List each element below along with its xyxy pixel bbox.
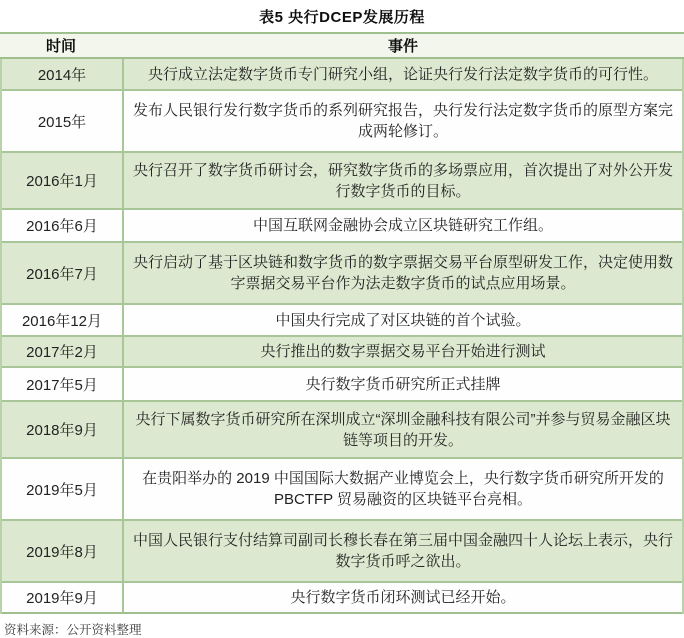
event-cell: 在贵阳举办的 2019 中国国际大数据产业博览会上，央行数字货币研究所开发的 PBCTFP 贸易融资的区块链平台亮相。 bbox=[142, 470, 664, 508]
time-cell: 2017年2月 bbox=[2, 337, 124, 366]
table-row bbox=[2, 368, 682, 402]
time-cell: 2016年6月 bbox=[2, 210, 124, 241]
table-row bbox=[2, 305, 682, 337]
table-row bbox=[2, 210, 682, 243]
source-note: 资料来源：公开资料整理 bbox=[4, 623, 142, 637]
table-row bbox=[2, 243, 682, 305]
table-header-row bbox=[0, 34, 684, 59]
time-cell: 2018年9月 bbox=[2, 402, 124, 457]
event-cell: 央行下属数字货币研究所在深圳成立“深圳金融科技有限公司”并参与贸易金融区块链等项目的开发。 bbox=[135, 410, 671, 449]
event-cell: 央行召开了数字货币研讨会，研究数字货币的多场票应用，首次提出了对外公开发行数字货币的目标。 bbox=[133, 161, 674, 200]
event-cell: 央行推出的数字票据交易平台开始进行测试 bbox=[260, 343, 546, 360]
table-row bbox=[2, 153, 682, 210]
time-cell: 2017年5月 bbox=[2, 368, 124, 400]
table-title: 表5 央行DCEP发展历程 bbox=[259, 9, 425, 26]
table-row bbox=[2, 402, 682, 459]
event-cell: 央行启动了基于区块链和数字货币的数字票据交易平台原型研发工作，决定使用数字票据交易平台作为法走数字货币的试点应用场景。 bbox=[133, 254, 674, 292]
table-row bbox=[2, 521, 682, 583]
time-cell: 2016年12月 bbox=[2, 305, 124, 335]
event-cell: 央行数字货币闭环测试已经开始。 bbox=[290, 589, 516, 606]
time-cell: 2014年 bbox=[2, 59, 124, 89]
table-row bbox=[2, 583, 682, 614]
event-cell: 央行成立法定数字货币专门研究小组，论证央行发行法定数字货币的可行性。 bbox=[147, 65, 658, 83]
event-cell: 发布人民银行发行数字货币的系列研究报告，央行发行法定数字货币的原型方案完成两轮修订。 bbox=[133, 102, 674, 140]
table-body bbox=[0, 59, 684, 614]
table-row bbox=[2, 59, 682, 91]
time-cell: 2019年9月 bbox=[2, 583, 124, 612]
column-header-event: 事件 bbox=[387, 38, 418, 55]
event-cell: 中国央行完成了对区块链的首个试验。 bbox=[275, 311, 531, 329]
event-cell: 央行数字货币研究所正式挂牌 bbox=[305, 375, 501, 393]
table-row bbox=[2, 337, 682, 368]
table-row bbox=[2, 91, 682, 153]
time-cell: 2015年 bbox=[2, 91, 124, 151]
table-row bbox=[2, 459, 682, 521]
time-cell: 2019年8月 bbox=[2, 521, 124, 581]
event-cell: 中国人民银行支付结算司副司长穆长春在第三届中国金融四十人论坛上表示，央行数字货币呼之欲出。 bbox=[133, 532, 674, 570]
time-cell: 2019年5月 bbox=[2, 459, 124, 519]
event-cell: 中国互联网金融协会成立区块链研究工作组。 bbox=[252, 217, 553, 234]
time-cell: 2016年1月 bbox=[2, 153, 124, 208]
column-header-time: 时间 bbox=[45, 38, 76, 55]
dcep-history-table bbox=[0, 32, 684, 614]
time-cell: 2016年7月 bbox=[2, 243, 124, 303]
